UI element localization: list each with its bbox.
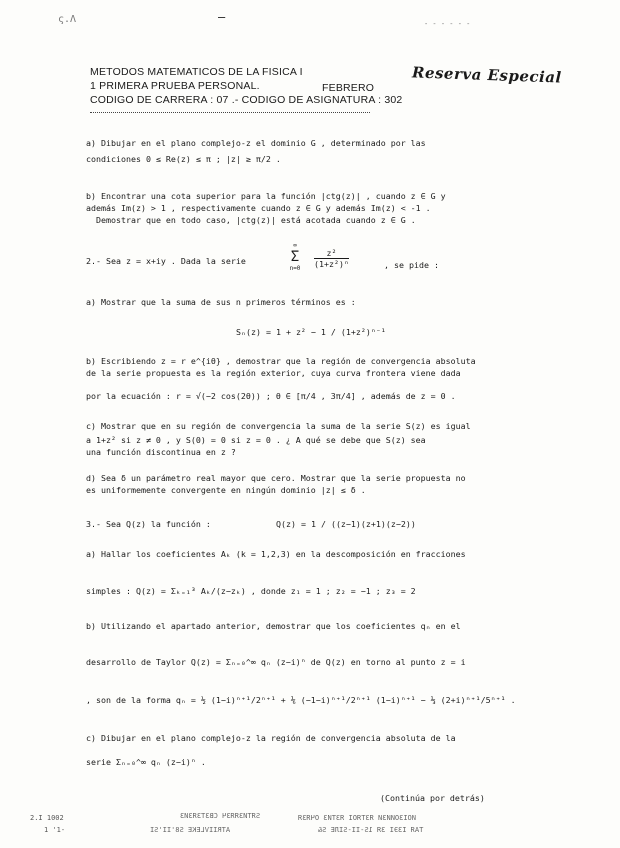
scan-mark-dash: — [218,10,226,24]
footer-code-2: 1 '1- [44,826,66,834]
q2-b-line3: por la ecuación : r = √(−2 cos(2θ)) ; θ ∈ [π/4 , 3π/4] , además de z = 0 . [86,391,456,401]
exam-month: FEBRERO [322,82,375,94]
q2-b-line2: de la serie propuesta es la región exterior, cuya curva frontera viene dada [86,368,461,378]
q1-b-line3: Demostrar que en todo caso, |ctg(z)| está acotada cuando z ∈ G . [96,215,416,225]
sum-sigma-icon: Σ [290,249,300,265]
q2-sn-formula: Sₙ(z) = 1 + z² − 1 / (1+z²)ⁿ⁻¹ [236,327,386,337]
q3-c-line1: c) Dibujar en el plano complejo-z la región de convergencia absoluta de la [86,733,456,743]
q1-b-line2: además Im(z) > 1 , respectivamente cuando z ∈ G y además Im(z) < -1 . [86,203,431,213]
q1-b-line1: b) Encontrar una cota superior para la función |ctg(z)| , cuando z ∈ G y [86,191,446,201]
scan-mark-left: ς.Λ [58,14,77,25]
q2-series-term [314,248,349,269]
q3-a-line1: a) Hallar los coeficientes Aₖ (k = 1,2,3) en la descomposición en fracciones [86,549,466,559]
stamp-reserva-especial: Reserva Especial [411,63,562,87]
q2-d-line2: es uniformemente convergente en ningún dominio |z| ≤ δ . [86,485,366,495]
q1-a-text: a) Dibujar en el plano complejo-z el dominio G , determinado por las [86,138,426,148]
exam-title: 1 PRIMERA PRUEBA PERSONAL. [90,80,260,92]
q1-a-conditions: condiciones 0 ≤ Re(z) ≤ π ; |z| ≥ π/2 . [86,154,281,164]
sum-lower-limit: n=0 [289,265,301,272]
continue-note: (Continúa por detrás) [380,793,485,803]
bleed-through-text-2: ИОIЗОИИЗИ ЯЗТЯОІ ЯЗТИЗ ОЧЯЗЯ [298,814,417,822]
q3-a-line2: simples : Q(z) = Σₖ₌₁³ Aₖ/(z−zₖ) , donde z₁ = 1 ; z₂ = −1 ; z₃ = 2 [86,586,416,596]
q2-c-line1: c) Mostrar que en su región de convergencia la suma de la serie S(z) es igual [86,421,471,431]
bleed-through-text-1: SЯТИЗЯЯЗЧ СВЗТЗЯЗИЗ [180,812,261,820]
bleed-through-text-3: ATRIIVLEKE S8'II'SI [150,826,231,834]
q2-c-line3: una función discontinua en z ? [86,447,236,457]
q3-intro: 3.- Sea Q(z) la función : [86,519,211,529]
series-denominator: (1+z²)ⁿ [314,259,349,269]
course-title: METODOS MATEMATICOS DE LA FISICA I [90,66,303,78]
q2-b-line1: b) Escribiendo z = r e^{iθ} , demostrar que la región de convergencia absoluta [86,356,476,366]
q3-function-formula: Q(z) = 1 / ((z−1)(z+1)(z−2)) [276,519,416,529]
course-codes: CODIGO DE CARRERA : 07 .- CODIGO DE ASIGNATURA : 302 [90,94,403,106]
q2-series-sum [280,242,310,272]
q3-b-line1: b) Utilizando el apartado anterior, demostrar que los coeficientes qₙ en el [86,621,461,631]
q3-c-line2: serie Σₙ₌₀^∞ qₙ (z−i)ⁿ . [86,757,206,767]
q2-intro: 2.- Sea z = x+iy . Dada la serie [86,256,246,266]
scan-mark-right: - - - - - - [424,20,471,28]
header-divider [90,112,370,113]
series-numerator: z² [326,248,337,258]
q2-a-text: a) Mostrar que la suma de sus n primeros términos es : [86,297,356,307]
sum-upper-limit: ∞ [293,242,297,249]
q2-d-line1: d) Sea δ un parámetro real mayor que cero. Mostrar que la serie propuesta no [86,473,466,483]
q3-b-line3: , son de la forma qₙ = ½ (1−i)ⁿ⁺¹/2ⁿ⁺¹ + ⅙ (−1−i)ⁿ⁺¹/2ⁿ⁺¹ (1−i)ⁿ⁺¹ − ⅓ (2+i)ⁿ⁺¹/5ⁿ⁺¹ . [86,695,516,705]
footer-code: 2.I 1002 [30,814,64,822]
bleed-through-text-4: ТАЯ ІЗЭІ ЗЯ 1S-II-SIЛЕ S& [318,826,424,834]
q3-b-line2: desarrollo de Taylor Q(z) = Σₙ₌₀^∞ qₙ (z−i)ⁿ de Q(z) en torno al punto z = i [86,657,466,667]
q2-tail: , se pide : [384,260,439,270]
q2-c-line2: a 1+z² si z ≠ 0 , y S(0) = 0 si z = 0 . ¿ A qué se debe que S(z) sea [86,435,426,445]
